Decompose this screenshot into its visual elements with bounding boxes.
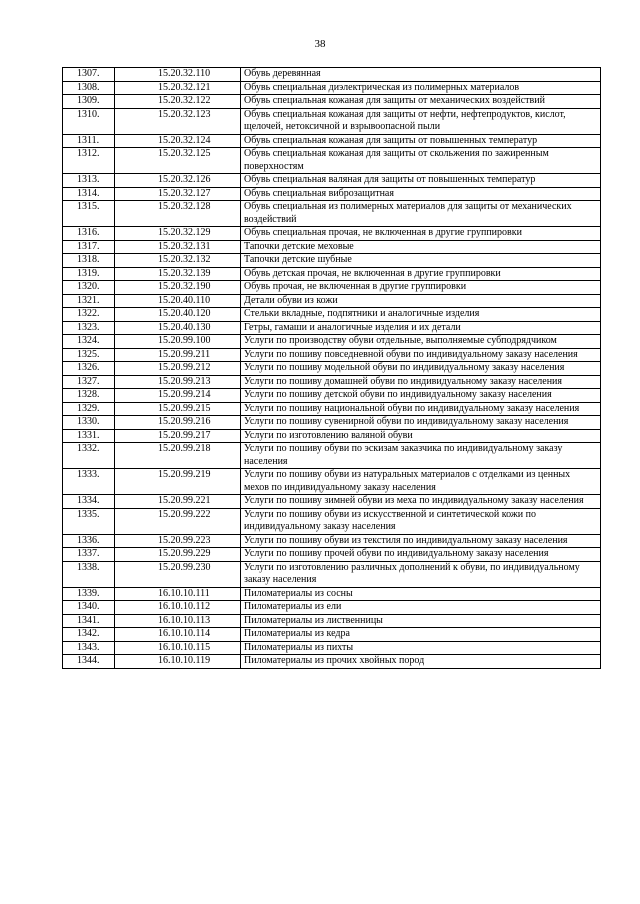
row-number: 1308. xyxy=(63,81,115,95)
row-code: 15.20.32.122 xyxy=(115,95,241,109)
row-code: 15.20.99.230 xyxy=(115,561,241,587)
table-row xyxy=(63,641,601,655)
table-row xyxy=(63,81,601,95)
row-code: 15.20.99.214 xyxy=(115,389,241,403)
row-name: Услуги по пошиву детской обуви по индивидуальному заказу населения xyxy=(241,389,601,403)
row-number: 1313. xyxy=(63,174,115,188)
row-name: Обувь специальная валяная для защиты от повышенных температур xyxy=(241,174,601,188)
row-code: 16.10.10.119 xyxy=(115,655,241,669)
row-code: 16.10.10.112 xyxy=(115,601,241,615)
row-number: 1334. xyxy=(63,495,115,509)
row-name: Обувь специальная виброзащитная xyxy=(241,187,601,201)
row-name: Стельки вкладные, подпятники и аналогичные изделия xyxy=(241,308,601,322)
row-code: 15.20.99.221 xyxy=(115,495,241,509)
row-number: 1317. xyxy=(63,240,115,254)
table-row xyxy=(63,281,601,295)
row-code: 15.20.32.126 xyxy=(115,174,241,188)
row-code: 15.20.32.128 xyxy=(115,201,241,227)
row-number: 1323. xyxy=(63,321,115,335)
row-number: 1343. xyxy=(63,641,115,655)
row-number: 1336. xyxy=(63,534,115,548)
row-number: 1319. xyxy=(63,267,115,281)
row-name: Пиломатериалы из прочих хвойных пород xyxy=(241,655,601,669)
table-row xyxy=(63,294,601,308)
row-name: Услуги по пошиву модельной обуви по индивидуальному заказу населения xyxy=(241,362,601,376)
row-name: Пиломатериалы из ели xyxy=(241,601,601,615)
table-row xyxy=(63,402,601,416)
table-row xyxy=(63,95,601,109)
row-code: 15.20.32.131 xyxy=(115,240,241,254)
row-number: 1316. xyxy=(63,227,115,241)
row-name: Тапочки детские меховые xyxy=(241,240,601,254)
row-code: 15.20.40.110 xyxy=(115,294,241,308)
table-row xyxy=(63,628,601,642)
row-name: Обувь специальная из полимерных материалов для защиты от механических воздействий xyxy=(241,201,601,227)
row-code: 15.20.99.222 xyxy=(115,508,241,534)
table-row xyxy=(63,416,601,430)
row-name: Обувь специальная прочая, не включенная в другие группировки xyxy=(241,227,601,241)
row-name: Услуги по пошиву прочей обуви по индивидуальному заказу населения xyxy=(241,548,601,562)
row-number: 1330. xyxy=(63,416,115,430)
table-body xyxy=(63,68,601,669)
page-number: 38 xyxy=(314,38,326,50)
row-code: 15.20.32.121 xyxy=(115,81,241,95)
row-number: 1309. xyxy=(63,95,115,109)
row-name: Детали обуви из кожи xyxy=(241,294,601,308)
row-number: 1311. xyxy=(63,134,115,148)
row-code: 15.20.32.129 xyxy=(115,227,241,241)
row-name: Услуги по пошиву обуви из текстиля по индивидуальному заказу населения xyxy=(241,534,601,548)
table-row xyxy=(63,534,601,548)
row-name: Услуги по пошиву зимней обуви из меха по индивидуальному заказу населения xyxy=(241,495,601,509)
row-name: Услуги по пошиву домашней обуви по индивидуальному заказу населения xyxy=(241,375,601,389)
row-number: 1328. xyxy=(63,389,115,403)
row-name: Пиломатериалы из пихты xyxy=(241,641,601,655)
table-row xyxy=(63,108,601,134)
row-code: 15.20.99.223 xyxy=(115,534,241,548)
row-code: 15.20.99.213 xyxy=(115,375,241,389)
table-row xyxy=(63,201,601,227)
row-code: 15.20.32.132 xyxy=(115,254,241,268)
row-number: 1340. xyxy=(63,601,115,615)
table-row xyxy=(63,174,601,188)
row-number: 1337. xyxy=(63,548,115,562)
row-code: 15.20.32.139 xyxy=(115,267,241,281)
row-number: 1344. xyxy=(63,655,115,669)
row-code: 15.20.32.127 xyxy=(115,187,241,201)
table-row xyxy=(63,561,601,587)
row-code: 15.20.99.229 xyxy=(115,548,241,562)
row-name: Услуги по изготовлению валяной обуви xyxy=(241,429,601,443)
table-row xyxy=(63,240,601,254)
row-number: 1326. xyxy=(63,362,115,376)
row-code: 15.20.99.219 xyxy=(115,469,241,495)
row-name: Пиломатериалы из кедра xyxy=(241,628,601,642)
table-row xyxy=(63,254,601,268)
row-name: Пиломатериалы из лиственницы xyxy=(241,614,601,628)
row-number: 1342. xyxy=(63,628,115,642)
row-number: 1321. xyxy=(63,294,115,308)
table-row xyxy=(63,68,601,82)
classification-table xyxy=(62,67,601,669)
table-row xyxy=(63,227,601,241)
row-name: Тапочки детские шубные xyxy=(241,254,601,268)
table-row xyxy=(63,375,601,389)
row-name: Услуги по производству обуви отдельные, выполняемые субподрядчиком xyxy=(241,335,601,349)
row-code: 15.20.32.110 xyxy=(115,68,241,82)
row-number: 1320. xyxy=(63,281,115,295)
row-name: Обувь специальная кожаная для защиты от повышенных температур xyxy=(241,134,601,148)
row-code: 15.20.99.211 xyxy=(115,348,241,362)
table-row xyxy=(63,148,601,174)
row-code: 16.10.10.114 xyxy=(115,628,241,642)
table-row xyxy=(63,134,601,148)
row-code: 15.20.99.218 xyxy=(115,443,241,469)
row-number: 1339. xyxy=(63,587,115,601)
row-name: Услуги по пошиву обуви из искусственной и синтетической кожи по индивидуальному заказу населения xyxy=(241,508,601,534)
row-number: 1327. xyxy=(63,375,115,389)
table-row xyxy=(63,348,601,362)
row-number: 1338. xyxy=(63,561,115,587)
row-number: 1325. xyxy=(63,348,115,362)
row-number: 1322. xyxy=(63,308,115,322)
row-name: Обувь детская прочая, не включенная в другие группировки xyxy=(241,267,601,281)
row-code: 15.20.99.100 xyxy=(115,335,241,349)
row-code: 15.20.40.120 xyxy=(115,308,241,322)
table-row xyxy=(63,267,601,281)
table-row xyxy=(63,601,601,615)
row-code: 15.20.99.216 xyxy=(115,416,241,430)
row-number: 1312. xyxy=(63,148,115,174)
table-row xyxy=(63,655,601,669)
table-row xyxy=(63,443,601,469)
row-name: Обувь специальная кожаная для защиты от нефти, нефтепродуктов, кислот, щелочей, нетоксичной и взрывоопасной пыли xyxy=(241,108,601,134)
row-number: 1331. xyxy=(63,429,115,443)
table-row xyxy=(63,335,601,349)
table-row xyxy=(63,495,601,509)
row-name: Пиломатериалы из сосны xyxy=(241,587,601,601)
row-code: 16.10.10.111 xyxy=(115,587,241,601)
row-name: Обувь деревянная xyxy=(241,68,601,82)
row-name: Услуги по пошиву повседневной обуви по индивидуальному заказу населения xyxy=(241,348,601,362)
row-number: 1329. xyxy=(63,402,115,416)
table-row xyxy=(63,187,601,201)
row-name: Обувь прочая, не включенная в другие группировки xyxy=(241,281,601,295)
row-code: 15.20.32.125 xyxy=(115,148,241,174)
row-code: 16.10.10.115 xyxy=(115,641,241,655)
row-name: Услуги по изготовлению различных дополнений к обуви, по индивидуальному заказу населения xyxy=(241,561,601,587)
row-number: 1310. xyxy=(63,108,115,134)
row-number: 1315. xyxy=(63,201,115,227)
table-row xyxy=(63,548,601,562)
row-name: Услуги по пошиву национальной обуви по индивидуальному заказу населения xyxy=(241,402,601,416)
table-row xyxy=(63,614,601,628)
row-code: 15.20.32.124 xyxy=(115,134,241,148)
table-row xyxy=(63,508,601,534)
row-code: 15.20.99.217 xyxy=(115,429,241,443)
row-number: 1324. xyxy=(63,335,115,349)
row-number: 1335. xyxy=(63,508,115,534)
row-name: Обувь специальная кожаная для защиты от механических воздействий xyxy=(241,95,601,109)
table-row xyxy=(63,308,601,322)
row-code: 15.20.99.215 xyxy=(115,402,241,416)
row-name: Обувь специальная диэлектрическая из полимерных материалов xyxy=(241,81,601,95)
table-row xyxy=(63,389,601,403)
row-code: 15.20.40.130 xyxy=(115,321,241,335)
row-name: Услуги по пошиву сувенирной обуви по индивидуальному заказу населения xyxy=(241,416,601,430)
row-name: Обувь специальная кожаная для защиты от скольжения по зажиренным поверхностям xyxy=(241,148,601,174)
row-number: 1307. xyxy=(63,68,115,82)
row-number: 1318. xyxy=(63,254,115,268)
row-code: 15.20.99.212 xyxy=(115,362,241,376)
table-row xyxy=(63,429,601,443)
row-code: 15.20.32.123 xyxy=(115,108,241,134)
row-number: 1341. xyxy=(63,614,115,628)
row-number: 1333. xyxy=(63,469,115,495)
table-row xyxy=(63,362,601,376)
row-code: 16.10.10.113 xyxy=(115,614,241,628)
row-number: 1332. xyxy=(63,443,115,469)
row-name: Услуги по пошиву обуви из натуральных материалов с отделками из ценных мехов по индивидуальному заказу населения xyxy=(241,469,601,495)
table-row xyxy=(63,469,601,495)
table-row xyxy=(63,587,601,601)
row-name: Услуги по пошиву обуви по эскизам заказчика по индивидуальному заказу населения xyxy=(241,443,601,469)
table-row xyxy=(63,321,601,335)
row-number: 1314. xyxy=(63,187,115,201)
row-code: 15.20.32.190 xyxy=(115,281,241,295)
row-name: Гетры, гамаши и аналогичные изделия и их детали xyxy=(241,321,601,335)
